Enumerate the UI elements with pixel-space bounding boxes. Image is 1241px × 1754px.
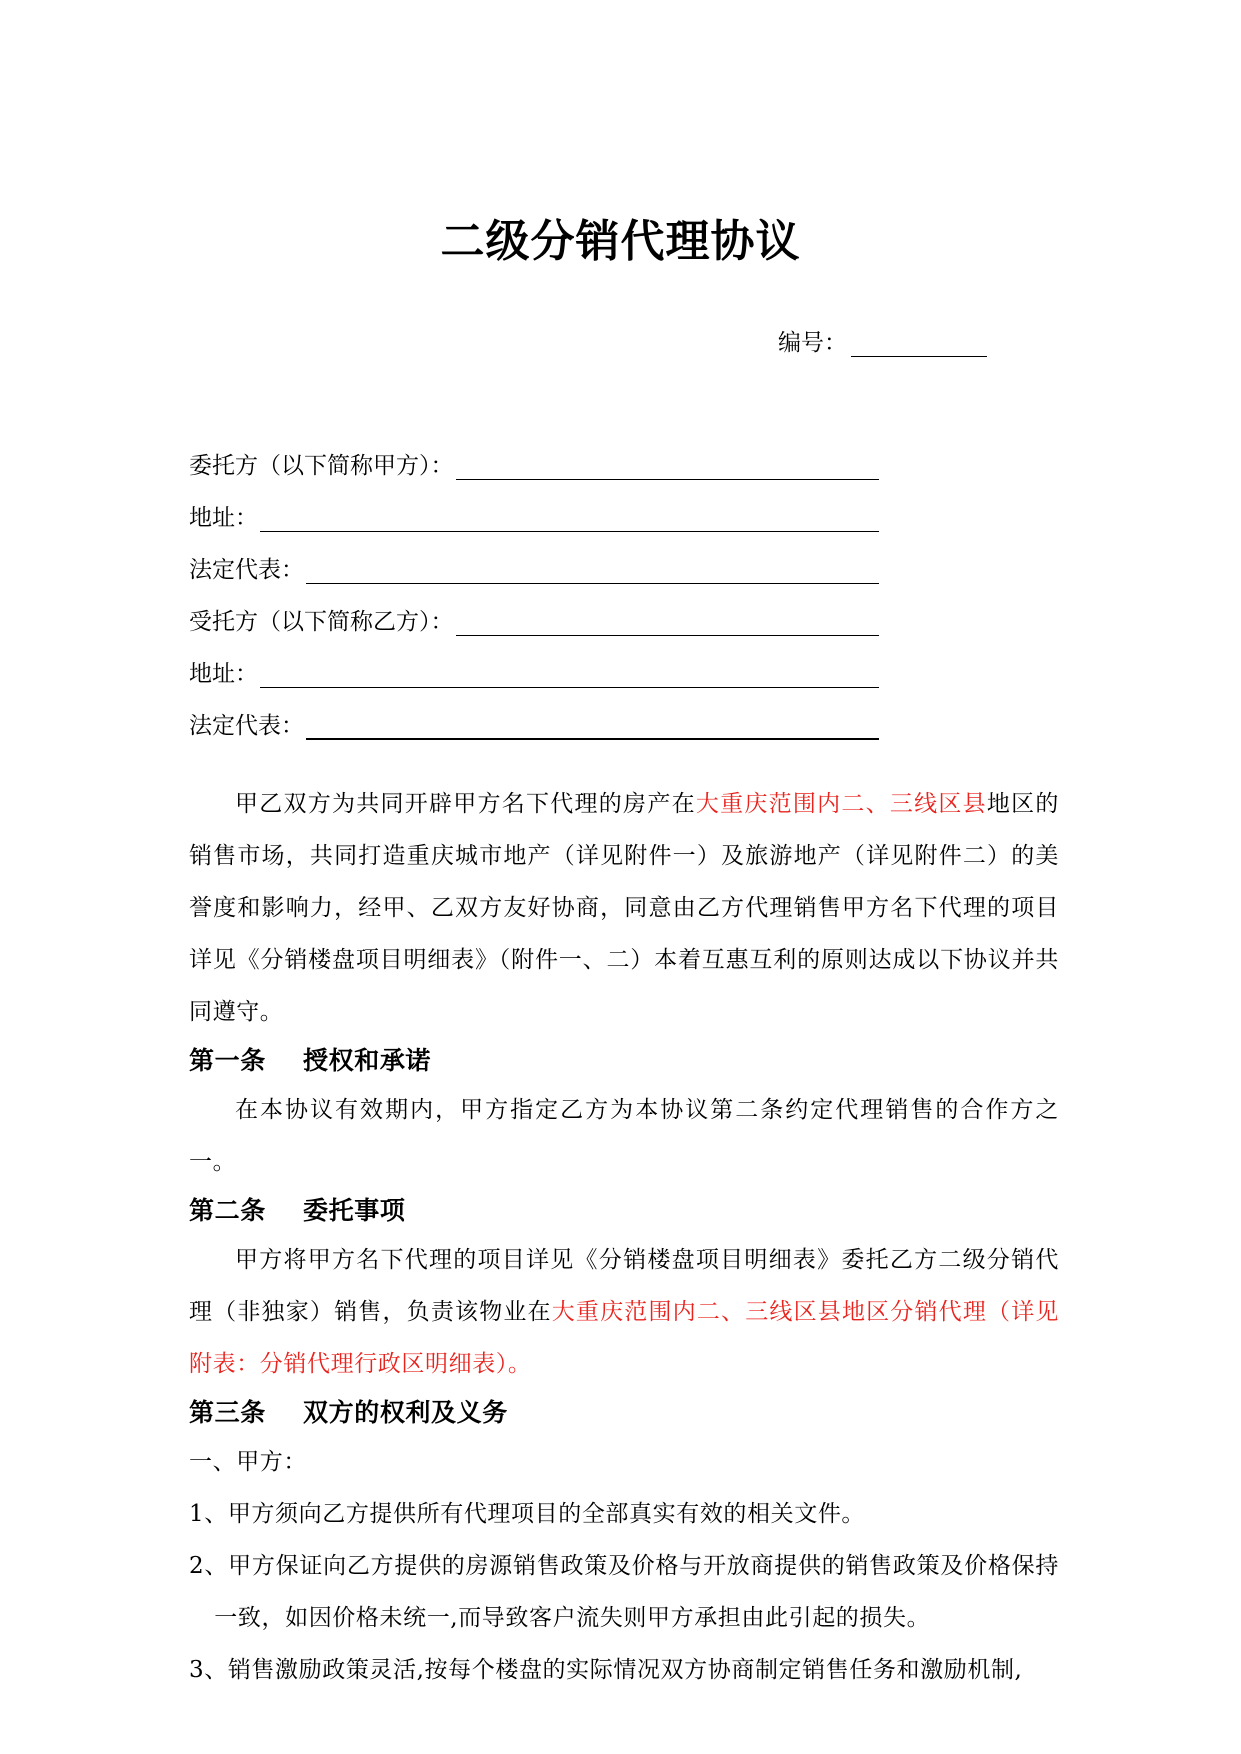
party-label: 受托方（以下简称乙方）： [189,609,454,635]
article-3-item: 2、甲方保证向乙方提供的房源销售政策及价格与开放商提供的销售政策及价格保持一致，如因价格未统一,而导致客户流失则甲方承担由此引起的损失。 [189,1553,1059,1631]
party-row-agent-address [189,636,879,688]
agreement-body [189,778,1059,1696]
party-row-client-address [189,480,879,532]
article-2-heading: 第二条 委托事项 [189,1196,406,1225]
party-blank-line[interactable] [456,453,880,480]
article-3-subheading: 一、甲方： [189,1449,307,1475]
party-label: 法定代表： [189,557,304,583]
article-2-highlight-region: 大重庆范围内二、三线区县地区分销代理（详见附表：分销代理行政区明细表）。 [189,1299,1060,1377]
intro-highlight-region: 大重庆范围内二、三线区县 [695,791,987,817]
article-2-text [189,1234,1059,1390]
party-label: 地址： [189,661,258,687]
serial-number-field [778,324,987,357]
intro-paragraph [189,778,1059,1038]
party-blank-line[interactable] [306,712,879,740]
party-blank-line[interactable] [456,609,880,636]
document-title: 二级分销代理协议 [440,216,801,267]
intro-text-end: 地区的销售市场，共同打造重庆城市地产（详见附件一）及旅游地产（详见附件二）的美誉度和影响力，经甲、乙双方友好协商，同意由乙方代理销售甲方名下代理的项目详见《分销楼盘项目明细表》（附件一、二）本着互惠互利的原则达成以下协议并共同遵守。 [189,791,1059,1025]
party-blank-line[interactable] [306,557,879,584]
party-label: 法定代表： [189,713,304,739]
party-info-block [189,428,879,740]
serial-number-blank[interactable] [851,332,987,357]
article-1-heading: 第一条 授权和承诺 [189,1046,432,1075]
intro-text-start: 甲乙双方为共同开辟甲方名下代理的房产在 [235,791,696,817]
article-1-text: 在本协议有效期内，甲方指定乙方为本协议第二条约定代理销售的合作方之一。 [189,1097,1059,1175]
serial-number-label: 编号： [778,330,847,356]
party-label: 委托方（以下简称甲方）： [189,453,454,479]
article-3-item: 1、甲方须向乙方提供所有代理项目的全部真实有效的相关文件。 [189,1501,866,1527]
party-row-client [189,428,879,480]
party-blank-line[interactable] [260,505,879,532]
party-row-agent [189,584,879,636]
party-row-client-representative [189,532,879,584]
article-3-item: 3、销售激励政策灵活,按每个楼盘的实际情况双方协商制定销售任务和激励机制, [189,1657,1023,1683]
article-2-text-start: 甲方将甲方名下代理的项目详见《分销楼盘项目明细表》委托乙方二级分销代理（非独家）销售，负责该物业在 [189,1247,1059,1325]
party-row-agent-representative [189,688,879,740]
article-3-heading: 第三条 双方的权利及义务 [189,1398,508,1427]
party-label: 地址： [189,505,258,531]
party-blank-line[interactable] [260,661,879,688]
